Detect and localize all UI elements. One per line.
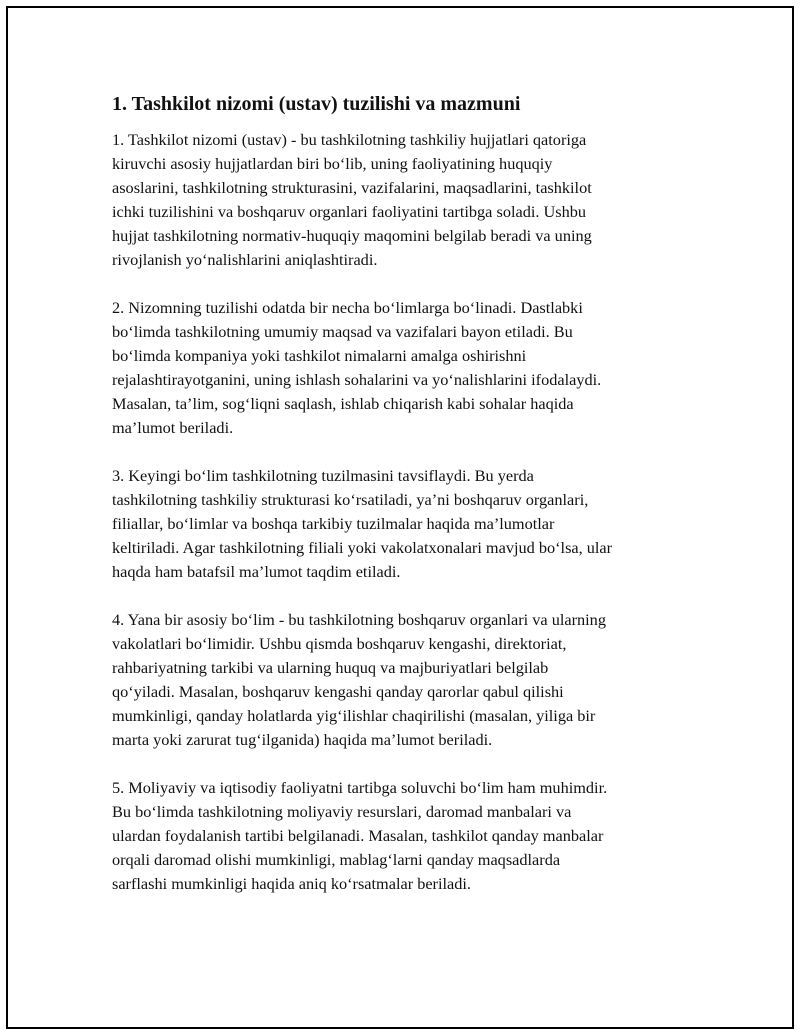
paragraph-1 [112,128,692,272]
text-line: tashkilotning tashkiliy strukturasi ko‘rsatiladi, ya’ni boshqaruv organlari, [112,490,589,509]
text-line: 1. Tashkilot nizomi (ustav) - bu tashkilotning tashkiliy hujjatlari qatoriga [112,130,587,149]
paragraph-2 [112,296,692,440]
text-line: ichki tuzilishini va boshqaruv organlari faoliyatini tartibga soladi. Ushbu [112,202,587,221]
text-line: 2. Nizomning tuzilishi odatda bir necha bo‘limlarga bo‘linadi. Dastlabki [112,298,583,317]
text-line: Masalan, ta’lim, sog‘liqni saqlash, ishlab chiqarish kabi sohalar haqida [112,394,574,413]
text-line: orqali daromad olishi mumkinligi, mablag‘larni qanday maqsadlarda [112,850,561,869]
text-line: filiallar, bo‘limlar va boshqa tarkibiy tuzilmalar haqida ma’lumotlar [112,514,555,533]
text-line: rejalashtirayotganini, uning ishlash sohalarini va yo‘nalishlarini ifodalaydi. [112,370,602,389]
document-title: 1. Tashkilot nizomi (ustav) tuzilishi va mazmuni [112,93,521,115]
text-line: kiruvchi asosiy hujjatlardan biri bo‘lib, uning faoliyatining huquqiy [112,154,553,173]
text-line: bo‘limda tashkilotning umumiy maqsad va vazifalari bayon etiladi. Bu [112,322,573,341]
text-line: vakolatlari bo‘limidir. Ushbu qismda boshqaruv kengashi, direktoriat, [112,634,567,653]
paragraph-4 [112,608,692,752]
paragraph-5 [112,776,692,896]
text-line: 3. Keyingi bo‘lim tashkilotning tuzilmasini tavsiflaydi. Bu yerda [112,466,534,485]
text-line: asoslarini, tashkilotning strukturasini, vazifalarini, maqsadlarini, tashkilot [112,178,592,197]
text-line: haqda ham batafsil ma’lumot taqdim etiladi. [112,562,401,581]
text-line: sarflashi mumkinligi haqida aniq ko‘rsatmalar beriladi. [112,874,471,893]
text-line: rahbariyatning tarkibi va ularning huquq va majburiyatlari belgilab [112,658,549,677]
text-line: rivojlanish yo‘nalishlarini aniqlashtiradi. [112,250,378,269]
text-line: mumkinligi, qanday holatlarda yig‘ilishlar chaqirilishi (masalan, yiliga bir [112,706,596,725]
text-line: hujjat tashkilotning normativ-huquqiy maqomini belgilab beradi va uning [112,226,592,245]
text-line: Bu bo‘limda tashkilotning moliyaviy resurslari, daromad manbalari va [112,802,572,821]
text-line: ma’lumot beriladi. [112,418,234,437]
text-line: 5. Moliyaviy va iqtisodiy faoliyatni tartibga soluvchi bo‘lim ham muhimdir. [112,778,608,797]
text-line: bo‘limda kompaniya yoki tashkilot nimalarni amalga oshirishni [112,346,527,365]
text-line: keltiriladi. Agar tashkilotning filiali yoki vakolatxonalari mavjud bo‘lsa, ular [112,538,613,557]
text-line: marta yoki zarurat tug‘ilganida) haqida ma’lumot beriladi. [112,730,493,749]
text-line: 4. Yana bir asosiy bo‘lim - bu tashkilotning boshqaruv organlari va ularning [112,610,606,629]
document-body [112,92,692,920]
text-line: ulardan foydalanish tartibi belgilanadi. Masalan, tashkilot qanday manbalar [112,826,604,845]
text-line: qo‘yiladi. Masalan, boshqaruv kengashi qanday qarorlar qabul qilishi [112,682,564,701]
paragraph-3 [112,464,692,584]
